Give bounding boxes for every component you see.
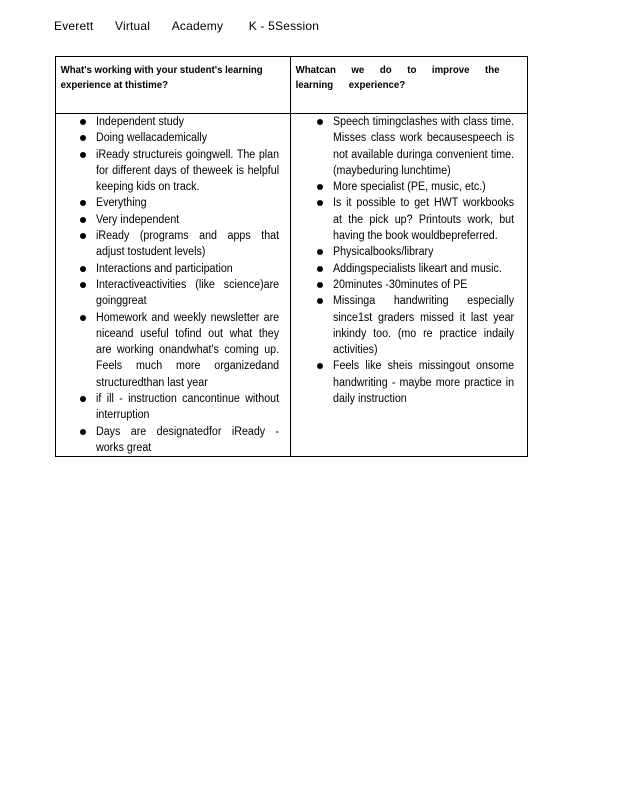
working-list <box>56 114 290 456</box>
list-item-text: iReady (programs and apps that adjust tostudent levels) <box>96 230 280 259</box>
list-item-text: Addingspecialists likeart and music. <box>333 262 502 275</box>
list-item-text: if ill - instruction cancontinue without interruption <box>96 393 280 422</box>
list-item-text: Physicalbooks/library <box>333 246 434 259</box>
bullet-icon <box>317 184 323 190</box>
list-item-text: Days are designatedfor iReady - works great <box>96 425 280 454</box>
list-item <box>291 114 527 179</box>
list-item <box>56 277 290 310</box>
list-item-text: Independent study <box>96 116 185 128</box>
list-item <box>56 310 290 391</box>
bullet-icon <box>80 396 86 402</box>
right-column-heading <box>291 57 528 114</box>
list-item-text: Missinga handwriting especially since1st graders missed it last year inkindy too. (mo re practice indaily activities) <box>333 295 515 357</box>
bullet-icon <box>80 282 86 288</box>
list-item <box>291 358 527 407</box>
improve-list <box>291 114 527 407</box>
bullet-icon <box>317 119 323 125</box>
list-item-text: Very independent <box>96 213 180 226</box>
bullet-icon <box>317 298 323 304</box>
list-item-text: Feels like sheis missingout onsome handwriting - maybe more practice in daily instruction <box>333 360 515 406</box>
list-item <box>291 179 527 195</box>
list-item-text: Everything <box>96 197 147 210</box>
list-item <box>56 147 290 196</box>
list-item <box>291 244 527 260</box>
list-item-text: Interactiveactivities (like science)are goinggreat <box>96 278 280 308</box>
table-header-row <box>56 57 528 114</box>
right-heading-text: Whatcan we do to improve the learning experience? <box>295 64 500 91</box>
header-word-academy: Academy <box>171 19 224 33</box>
list-item <box>56 130 290 146</box>
list-item <box>56 261 290 277</box>
list-item <box>291 277 527 293</box>
bullet-icon <box>80 266 86 272</box>
header-session: K - 5Session <box>248 19 320 33</box>
bullet-icon <box>317 282 323 288</box>
list-item <box>56 114 290 130</box>
bullet-icon <box>80 429 86 435</box>
list-item-text: Homework and weekly newsletter are niceand useful tofind out what they are working onandwhat's coming up. Feels much more organizedand structuredthan last year <box>96 311 280 389</box>
bullet-icon <box>80 315 86 321</box>
list-item-text: Speech timingclashes with class time. Misses class work becausespeech is not available duringa convenient time. (maybeduring lunchtime) <box>333 116 515 177</box>
list-item-text: Interactions and participation <box>96 262 233 275</box>
list-item <box>56 228 290 261</box>
list-item <box>291 261 527 277</box>
bullet-icon <box>80 152 86 158</box>
header-school-name: Everett <box>54 19 94 33</box>
bullet-icon <box>80 200 86 206</box>
left-column-heading <box>56 57 291 114</box>
left-heading-text: What's working with your student's learning experience at thistime? <box>60 64 263 91</box>
list-item <box>56 391 290 424</box>
list-item <box>291 293 527 358</box>
working-column <box>56 114 291 457</box>
list-item-text: Is it possible to get HWT workbooks at the pick up? Printouts work, but having the book wouldbepreferred. <box>333 197 515 243</box>
bullet-icon <box>317 249 323 255</box>
header-word-virtual: Virtual <box>114 19 151 33</box>
bullet-icon <box>317 200 323 206</box>
list-item-text: iReady structureis goingwell. The plan for different days of theweek is helpful keeping kids on track. <box>96 148 280 194</box>
list-item <box>291 195 527 244</box>
bullet-icon <box>80 135 86 141</box>
document-header <box>54 19 319 33</box>
list-item-text: 20minutes -30minutes of PE <box>333 278 468 291</box>
bullet-icon <box>317 266 323 272</box>
feedback-table <box>55 56 528 457</box>
list-item-text: Doing wellacademically <box>96 132 208 145</box>
bullet-icon <box>80 233 86 239</box>
improve-column <box>291 114 528 457</box>
list-item <box>56 424 290 457</box>
table-body-row <box>56 114 528 457</box>
list-item <box>56 212 290 228</box>
bullet-icon <box>80 119 86 125</box>
bullet-icon <box>317 363 323 369</box>
bullet-icon <box>80 217 86 223</box>
list-item <box>56 195 290 211</box>
list-item-text: More specialist (PE, music, etc.) <box>333 181 486 194</box>
